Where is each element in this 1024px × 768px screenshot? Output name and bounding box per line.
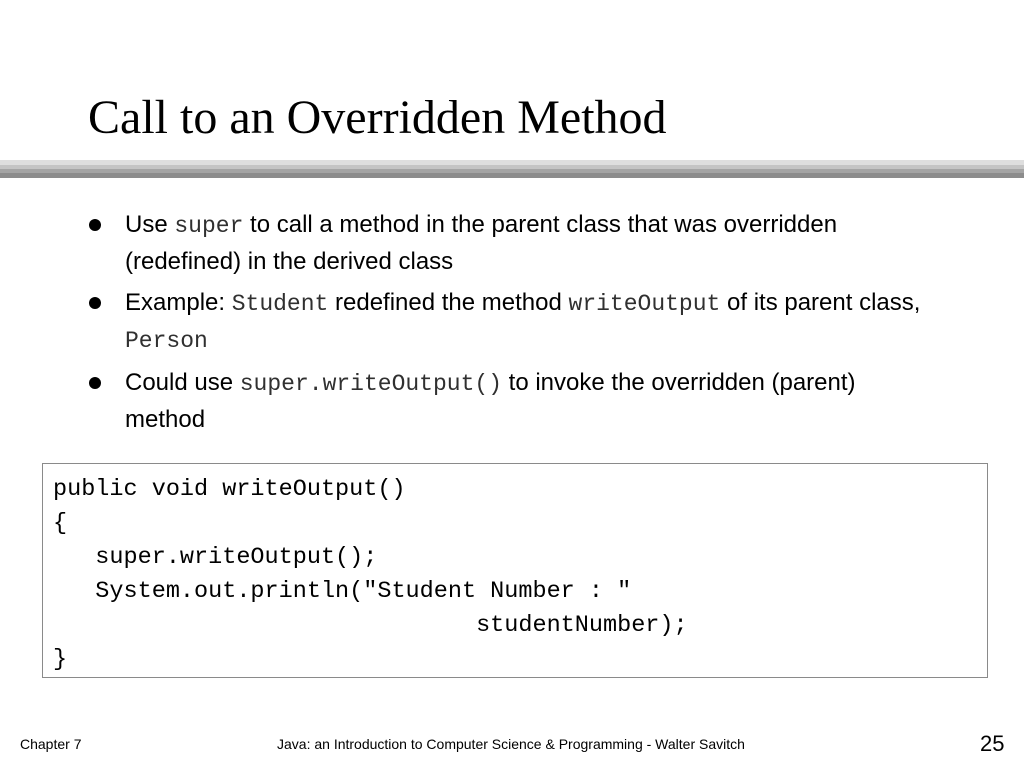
bullet-item (88, 365, 928, 437)
code-line: super.writeOutput(); (53, 544, 378, 571)
bullet-text: to invoke the overridden (parent) method (125, 369, 856, 433)
footer-chapter: Chapter 7 (20, 736, 82, 752)
inline-code: Student (231, 291, 329, 317)
title-divider (0, 160, 1024, 180)
code-line: { (53, 510, 68, 537)
code-line: } (53, 646, 68, 673)
bullet-text: of its parent class, (720, 289, 921, 316)
inline-code: Person (125, 328, 208, 354)
slide-title: Call to an Overridden Method (88, 91, 667, 144)
bullet-dot-icon (89, 377, 101, 389)
code-line: studentNumber); (53, 612, 688, 639)
bullet-text: to call a method in the parent class that was overridden (redefined) in the derived class (125, 211, 838, 275)
code-line: public void writeOutput() (53, 476, 406, 503)
bullet-text: Could use (125, 369, 240, 396)
bullet-item (88, 285, 928, 359)
code-line: System.out.println("Student Number : " (53, 578, 632, 605)
bullet-list (88, 207, 928, 443)
inline-code: super.writeOutput() (239, 371, 502, 397)
inline-code: super (174, 213, 244, 239)
inline-code: writeOutput (568, 291, 721, 317)
footer-book-title: Java: an Introduction to Computer Science & Programming - Walter Savitch (277, 736, 745, 752)
code-block (42, 463, 988, 678)
bullet-item (88, 207, 928, 279)
bullet-text: Use (125, 211, 175, 238)
bullet-text: redefined the method (328, 289, 569, 316)
bullet-dot-icon (89, 219, 101, 231)
divider-stripe-4 (0, 173, 1024, 178)
bullet-dot-icon (89, 297, 101, 309)
bullet-text: Example: (125, 289, 232, 316)
page-number: 25 (980, 731, 1005, 756)
